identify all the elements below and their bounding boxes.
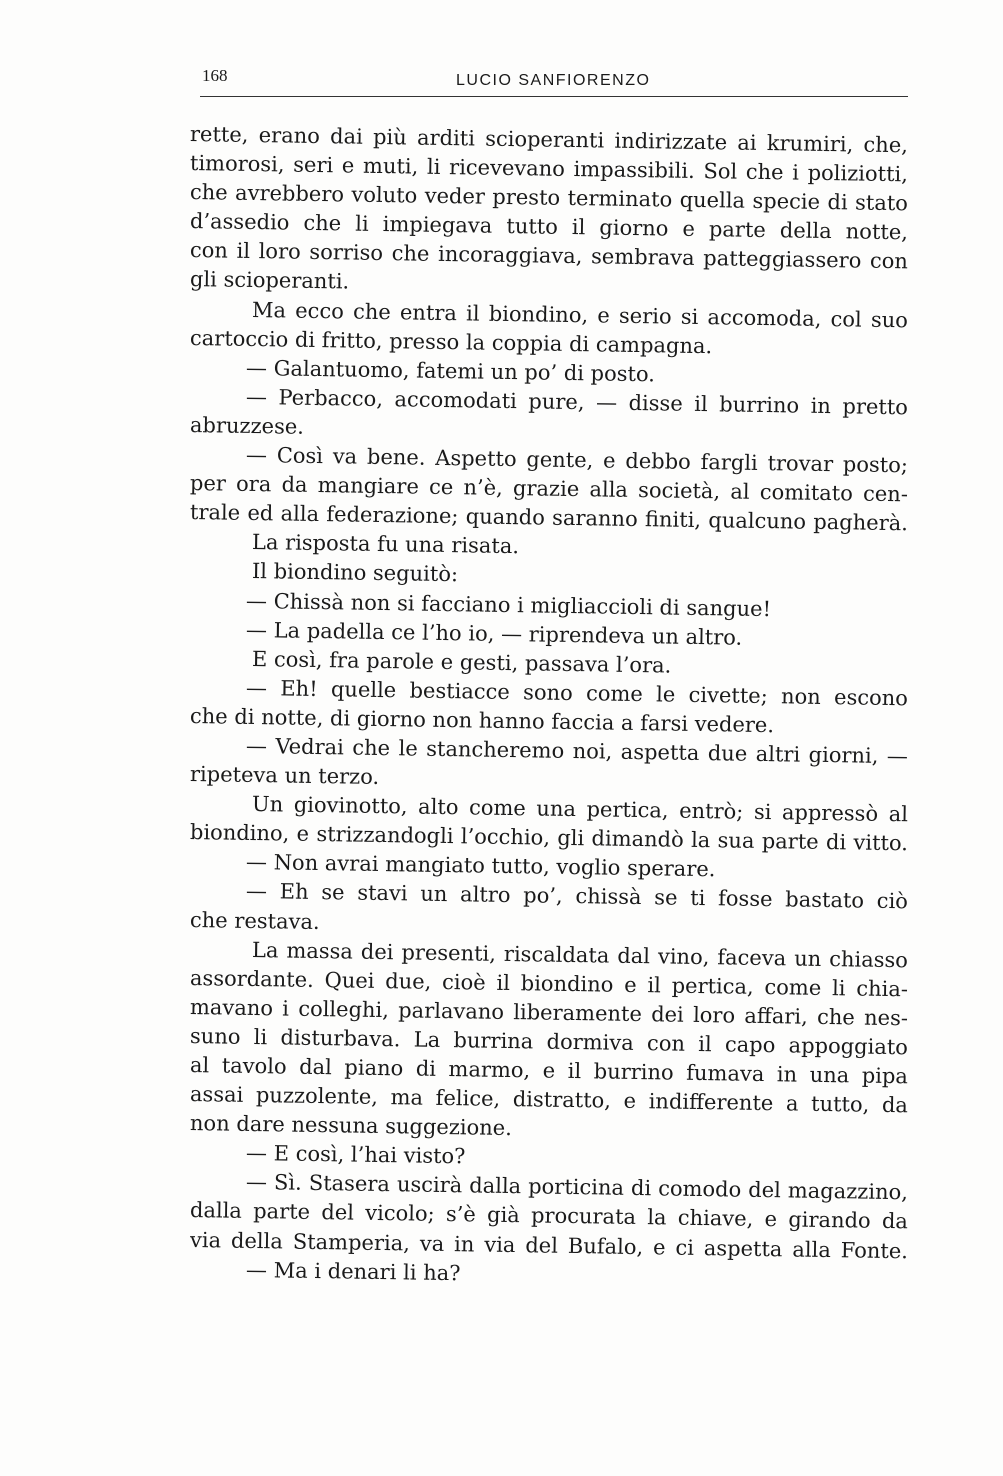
text-line: Un giovinotto, alto come una pertica, entrò; si appressò al xyxy=(251,792,909,827)
text-line: d’assedio che li impiegava tutto il giorno e parte della notte, xyxy=(189,209,909,245)
text-line: mavano i colleghi, parlavano liberamente dei loro affari, che nes- xyxy=(189,994,909,1031)
text-line: — Non avrai mangiato tutto, voglio sperare. xyxy=(245,850,716,882)
text-line: abruzzese. xyxy=(189,412,305,439)
text-line: che restava. xyxy=(189,907,320,934)
body-text xyxy=(190,120,908,1284)
text-line: E così, fra parole e gesti, passava l’ora. xyxy=(251,646,672,678)
text-line: che avrebbero voluto veder presto terminato quella specie di stato xyxy=(189,180,909,216)
text-line: via della Stamperia, va in via del Bufalo, e ci aspetta alla Fonte. xyxy=(189,1227,909,1263)
text-line: suno li disturbava. La burrina dormiva con il capo appoggiato xyxy=(189,1023,909,1060)
text-line: — Eh se stavi un altro po’, chissà se ti fosse bastato ciò xyxy=(245,879,909,914)
text-line: — La padella ce l’ho io, — riprendeva un altro. xyxy=(245,617,743,650)
text-line: timorosi, seri e muti, li ricevevano impassibili. Sol che i poliziotti, xyxy=(189,151,909,187)
text-line: La risposta fu una risata. xyxy=(251,530,520,559)
text-line: biondino, e strizzandogli l’occhio, gli dimandò la sua parte di vitto. xyxy=(189,820,909,856)
text-line: con il loro sorriso che incoraggiava, sembrava patteggiassero con xyxy=(189,238,909,274)
text-line: non dare nessuna suggezione. xyxy=(189,1111,513,1141)
page-number: 168 xyxy=(202,66,228,85)
text-line: per ora da mangiare ce n’è, grazie alla società, al comitato cen- xyxy=(189,471,909,507)
text-line: ripeteva un terzo. xyxy=(189,762,380,790)
text-line: Ma ecco che entra il biondino, e serio si accomoda, col suo xyxy=(251,297,909,332)
header-rule xyxy=(200,96,908,97)
text-line: rette, erano dai più arditi scioperanti indirizzate ai krumiri, che, xyxy=(189,122,909,158)
text-line: — Sì. Stasera uscirà dalla porticina di comodo del magazzino, xyxy=(245,1170,909,1205)
text-line: — Galantuomo, fatemi un po’ di posto. xyxy=(245,355,656,387)
text-line: — Vedrai che le stancheremo noi, aspetta due altri giorni, — xyxy=(245,733,909,769)
text-line: — Chissà non si facciano i migliaccioli di sangue! xyxy=(245,588,772,621)
text-line: al tavolo dal piano di marmo, e il burrino fumava in una pipa xyxy=(189,1053,909,1089)
running-head: LUCIO SANFIORENZO xyxy=(456,72,651,89)
text-line: — Ma i denari li ha? xyxy=(245,1257,461,1285)
text-line: assordante. Quei due, cioè il biondino e il pertica, come li chia- xyxy=(189,965,909,1001)
text-line: La massa dei presenti, riscaldata dal vino, faceva un chiasso xyxy=(251,937,909,972)
text-line: — Eh! quelle bestiacce sono come le civette; non escono xyxy=(245,675,909,711)
text-line: Il biondino seguitò: xyxy=(251,559,459,587)
text-line: — E così, l’hai visto? xyxy=(245,1141,466,1169)
text-line: trale ed alla federazione; quando saranno finiti, qualcuno pagherà. xyxy=(189,500,909,536)
text-line: cartoccio di fritto, presso la coppia di campagna. xyxy=(189,325,713,358)
page-header xyxy=(200,66,908,96)
text-line: gli scioperanti. xyxy=(189,267,350,294)
text-line: che di notte, di giorno non hanno faccia a farsi vedere. xyxy=(189,703,775,738)
text-line: — Perbacco, accomodati pure, — disse il burrino in pretto xyxy=(245,384,909,420)
text-line: dalla parte del vicolo; s’è già procurata la chiave, e girando da xyxy=(189,1198,909,1234)
text-line: assai puzzolente, ma felice, distratto, e indifferente a tutto, da xyxy=(189,1082,909,1118)
text-line: — Così va bene. Aspetto gente, e debbo fargli trovar posto; xyxy=(245,442,909,478)
